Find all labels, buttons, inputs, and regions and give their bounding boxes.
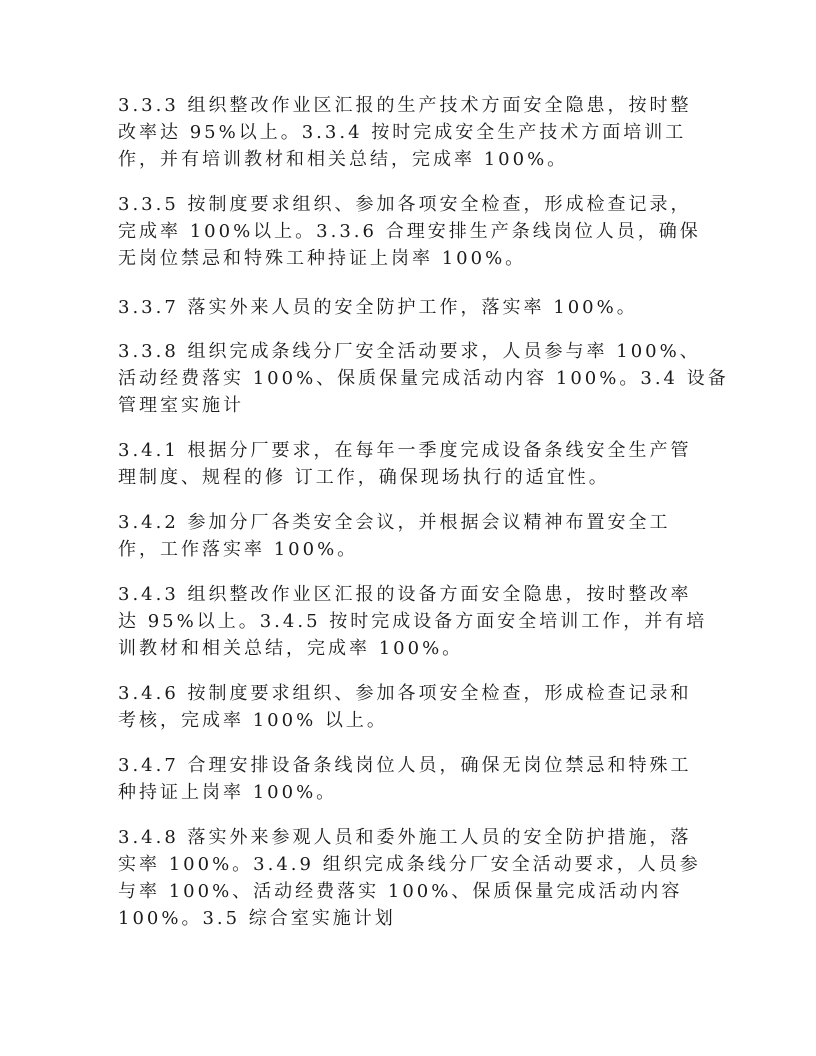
text-line: 与率 100%、活动经费落实 100%、保质保量完成活动内容	[118, 881, 683, 902]
text-line: 考核，完成率 100% 以上。	[118, 710, 388, 731]
text-line: 完成率 100%以上。3.3.6 合理安排生产条线岗位人员，确保	[118, 221, 701, 242]
paragraph-3-4-8	[118, 824, 718, 932]
paragraph-3-4-1	[118, 437, 718, 491]
paragraph-3-4-7	[118, 752, 718, 806]
text-line: 3.3.3 组织整改作业区汇报的生产技术方面安全隐患，按时整	[118, 95, 692, 116]
text-line: 管理室实施计	[118, 395, 244, 416]
paragraph-3-4-2	[118, 509, 718, 563]
text-line: 理制度、规程的修 订工作，确保现场执行的适宜性。	[118, 467, 610, 488]
text-line: 3.4.2 参加分厂各类安全会议，并根据会议精神布置安全工	[118, 512, 671, 533]
paragraph-3-4-3	[118, 581, 718, 662]
text-line: 无岗位禁忌和特殊工种持证上岗率 100%。	[118, 248, 527, 269]
text-line: 改率达 95%以上。3.3.4 按时完成安全生产技术方面培训工	[118, 122, 687, 143]
paragraph-3-3-5	[118, 191, 718, 272]
text-line: 100%。3.5 综合室实施计划	[118, 908, 396, 929]
text-line: 训教材和相关总结，完成率 100%。	[118, 638, 464, 659]
text-line: 3.4.8 落实外来参观人员和委外施工人员的安全防护措施，落	[118, 827, 692, 848]
text-line: 种持证上岗率 100%。	[118, 782, 338, 803]
text-line: 3.4.6 按制度要求组织、参加各项安全检查，形成检查记录和	[118, 683, 692, 704]
paragraph-3-3-8	[118, 338, 729, 419]
text-line: 达 95%以上。3.4.5 按时完成设备方面安全培训工作，并有培	[118, 611, 708, 632]
text-line: 作，并有培训教材和相关总结，完成率 100%。	[118, 149, 569, 170]
paragraph-3-3-7	[118, 294, 718, 321]
text-line: 3.3.7 落实外来人员的安全防护工作，落实率 100%。	[118, 297, 638, 318]
text-line: 3.3.8 组织完成条线分厂安全活动要求，人员参与率 100%、	[118, 341, 701, 362]
text-line: 实率 100%。3.4.9 组织完成条线分厂安全活动要求，人员参	[118, 854, 701, 875]
text-line: 3.4.7 合理安排设备条线岗位人员，确保无岗位禁忌和特殊工	[118, 755, 692, 776]
paragraph-3-4-6	[118, 680, 718, 734]
text-line: 3.3.5 按制度要求组织、参加各项安全检查，形成检查记录，	[118, 194, 692, 215]
paragraph-3-3-3	[118, 92, 718, 173]
text-line: 活动经费落实 100%、保质保量完成活动内容 100%。3.4 设备	[118, 368, 729, 389]
text-line: 作，工作落实率 100%。	[118, 539, 359, 560]
text-line: 3.4.3 组织整改作业区汇报的设备方面安全隐患，按时整改率	[118, 584, 692, 605]
text-line: 3.4.1 根据分厂要求，在每年一季度完成设备条线安全生产管	[118, 440, 692, 461]
